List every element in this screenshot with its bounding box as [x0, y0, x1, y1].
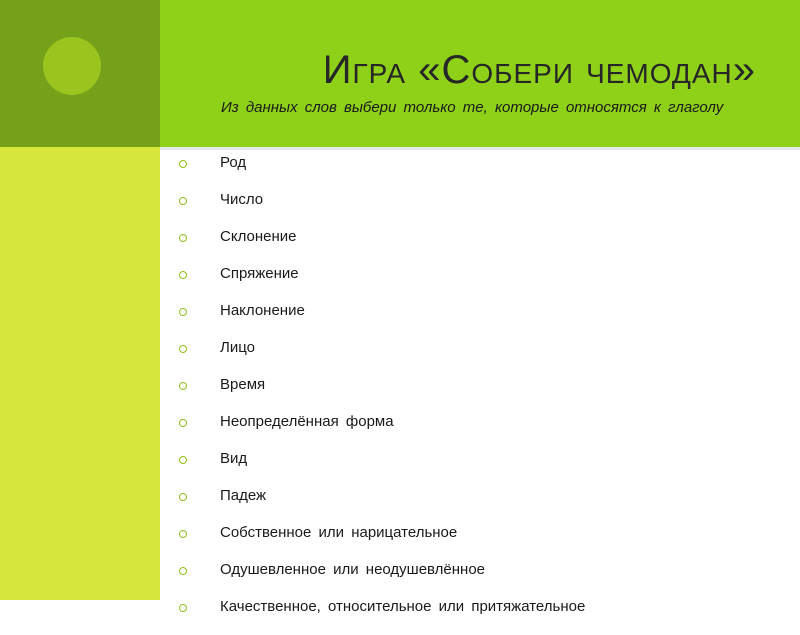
- list-item: [179, 191, 585, 228]
- list-item-label: Спряжение: [220, 265, 299, 282]
- list-item-label: Наклонение: [220, 302, 305, 319]
- left-bottom-panel: [0, 147, 160, 600]
- list-item-label: Качественное, относительное или притяжательное: [220, 598, 586, 615]
- bullet-circle-icon: [179, 493, 187, 501]
- list-item: [179, 561, 585, 598]
- list-item-label: Одушевленное или неодушевлённое: [220, 561, 486, 578]
- decorative-circle: [43, 37, 101, 95]
- list-item-label: Собственное или нарицательное: [220, 524, 458, 541]
- bullet-circle-icon: [179, 382, 187, 390]
- bullet-circle-icon: [179, 345, 187, 353]
- list-item-label: Род: [220, 154, 247, 171]
- list-item: [179, 265, 585, 302]
- list-item: [179, 302, 585, 339]
- list-item-label: Число: [220, 191, 264, 208]
- list-item: [179, 339, 585, 376]
- bullet-circle-icon: [179, 604, 187, 612]
- slide-title: Игра «Собери чемодан»: [322, 48, 756, 92]
- bullet-circle-icon: [179, 308, 187, 316]
- list-item: [179, 413, 585, 450]
- list-item: [179, 376, 585, 413]
- bullet-circle-icon: [179, 567, 187, 575]
- list-item: [179, 154, 585, 191]
- list-item: [179, 228, 585, 265]
- list-item: [179, 524, 585, 561]
- list-item-label: Время: [220, 376, 266, 393]
- bullet-circle-icon: [179, 419, 187, 427]
- bullet-circle-icon: [179, 271, 187, 279]
- word-list: [179, 154, 585, 635]
- list-item: [179, 487, 585, 524]
- list-item-label: Вид: [220, 450, 248, 467]
- bullet-circle-icon: [179, 197, 187, 205]
- list-item-label: Лицо: [220, 339, 255, 356]
- list-item-label: Склонение: [220, 228, 297, 245]
- divider-line: [160, 147, 800, 150]
- bullet-circle-icon: [179, 160, 187, 168]
- bullet-circle-icon: [179, 530, 187, 538]
- list-item-label: Неопределённая форма: [220, 413, 394, 430]
- bullet-circle-icon: [179, 234, 187, 242]
- bullet-circle-icon: [179, 456, 187, 464]
- slide-instruction: Из данных слов выбери только те, которые относятся к глаголу: [221, 99, 724, 116]
- list-item: [179, 450, 585, 487]
- list-item-label: Падеж: [220, 487, 267, 504]
- list-item: [179, 598, 585, 635]
